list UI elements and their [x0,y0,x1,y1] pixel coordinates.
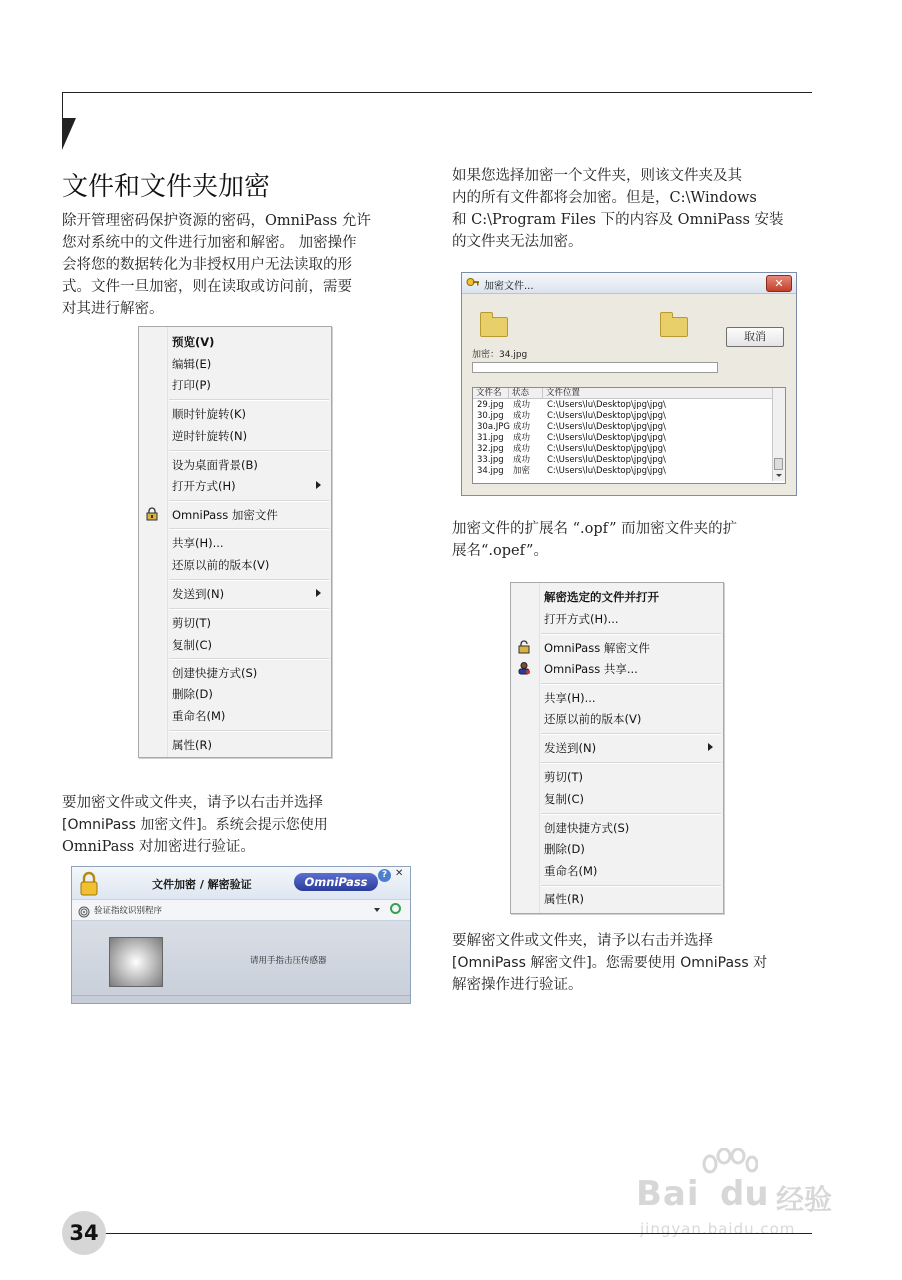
row-name: 34.jpg [477,466,504,476]
menu-item-copy[interactable]: 复制(C) [172,638,213,652]
menu-item-rename[interactable]: 重命名(M) [172,709,226,723]
row-name: 31.jpg [477,433,504,443]
menu-separator [541,683,721,685]
dialog-close-button[interactable]: ✕ [766,275,792,292]
unlock-icon [517,640,531,657]
watermark-brand-b: du [720,1174,769,1214]
cancel-button[interactable]: 取消 [726,327,784,347]
menu-item-properties[interactable]: 属性(R) [544,892,584,906]
menu-gutter [511,583,540,913]
row-path: C:\Users\lu\Desktop\jpg\jpg\ [547,444,666,454]
menu-separator [169,528,329,530]
menu-separator [169,399,329,401]
menu-separator [541,885,721,887]
encrypt-instruction-line: 要加密文件或文件夹，请予以右击并选择 [62,795,323,811]
intro-line: 您对系统中的文件进行加密和解密。 加密操作 [62,235,357,251]
menu-item-delete[interactable]: 删除(D) [544,842,585,856]
folder-line: 和 C:\Program Files 下的内容及 OmniPass 安装 [452,212,784,228]
intro-line: 除开管理密码保护资源的密码，OmniPass 允许 [62,213,371,229]
encrypt-instruction [62,792,422,858]
menu-item-decrypt-open[interactable]: 解密选定的文件并打开 [544,590,659,604]
column-header-path[interactable]: 文件位置 [543,388,773,399]
progress-bar [472,362,718,373]
refresh-icon[interactable] [390,903,401,914]
menu-gutter [139,327,168,757]
row-status: 成功 [513,455,531,465]
menu-item-restore-versions[interactable]: 还原以前的版本(V) [544,712,642,726]
verify-title: 文件加密 / 解密验证 [152,878,252,891]
menu-item-open-with[interactable]: 打开方式(H)... [544,612,619,626]
menu-item-preview[interactable]: 预览(V) [172,335,215,349]
menu-separator [541,733,721,735]
menu-separator [541,813,721,815]
decrypt-instruction [452,930,822,996]
extension-line: 加密文件的扩展名 “.opf” 而加密文件夹的扩 [452,521,738,537]
menu-separator [169,579,329,581]
lock-icon [145,507,159,524]
row-name: 30a.JPG [477,422,510,432]
row-status: 成功 [513,433,531,443]
decrypt-context-menu [510,582,724,914]
menu-item-edit[interactable]: 编辑(E) [172,357,212,371]
verify-dialog [71,866,411,1004]
scrollbar-thumb[interactable] [774,458,783,470]
watermark-url: jingyan.baidu.com [640,1220,796,1238]
menu-item-delete[interactable]: 删除(D) [172,687,213,701]
key-icon [466,276,480,295]
header-rule [62,92,812,93]
menu-separator [169,658,329,660]
page-number: 34 [62,1211,106,1255]
menu-item-rename[interactable]: 重命名(M) [544,864,598,878]
menu-item-open-with[interactable]: 打开方式(H) [172,479,236,493]
menu-separator [541,762,721,764]
row-name: 30.jpg [477,411,504,421]
menu-item-share[interactable]: 共享(H)... [544,691,596,705]
row-status: 成功 [513,411,531,421]
file-table [472,387,786,484]
help-button[interactable]: ? [378,869,391,882]
chevron-down-icon[interactable] [374,908,380,912]
intro-paragraph [62,210,422,320]
encrypt-context-menu [138,326,332,758]
section-title: 文件和文件夹加密 [62,172,271,202]
source-folder-icon [480,317,508,337]
header-wedge [62,118,76,150]
watermark-brand-c: 经验 [776,1183,833,1216]
menu-separator [541,633,721,635]
decrypt-instruction-line: [OmniPass 解密文件]。您需要使用 OmniPass 对 [452,955,768,971]
row-path: C:\Users\lu\Desktop\jpg\jpg\ [547,400,666,410]
scroll-down-icon[interactable] [776,474,782,477]
menu-separator [169,450,329,452]
menu-item-cut[interactable]: 剪切(T) [544,770,583,784]
row-name: 32.jpg [477,444,504,454]
row-path: C:\Users\lu\Desktop\jpg\jpg\ [547,466,666,476]
fingerprint-icon [78,903,90,922]
menu-item-print[interactable]: 打印(P) [172,378,211,392]
submenu-arrow-icon [708,743,713,751]
decrypt-instruction-line: 要解密文件或文件夹，请予以右击并选择 [452,933,713,949]
table-scrollbar[interactable] [772,388,785,481]
row-name: 29.jpg [477,400,504,410]
share-user-icon [517,661,531,678]
menu-item-omnipass-decrypt[interactable]: OmniPass 解密文件 [544,641,650,655]
row-status: 加密 [513,466,531,476]
footer-rule [100,1233,812,1234]
intro-line: 对其进行解密。 [62,301,164,317]
baidu-watermark [636,1148,856,1244]
row-name: 33.jpg [477,455,504,465]
encrypt-progress-dialog [461,272,797,496]
column-header-name[interactable]: 文件名 [473,388,509,399]
folder-line: 如果您选择加密一个文件夹，则该文件夹及其 [452,168,742,184]
menu-item-send-to[interactable]: 发送到(N) [544,741,597,755]
row-path: C:\Users\lu\Desktop\jpg\jpg\ [547,433,666,443]
current-file-label: 加密：34.jpg [472,350,528,360]
omnipass-logo: OmniPass [294,873,378,891]
intro-line: 会将您的数据转化为非授权用户无法读取的形 [62,257,352,273]
menu-separator [169,500,329,502]
watermark-brand-a: Bai [636,1174,700,1214]
menu-item-rotate-cw[interactable]: 顺时针旋转(K) [172,407,247,421]
row-status: 成功 [513,422,531,432]
extension-line: 展名“.opef”。 [452,543,548,559]
menu-item-create-shortcut[interactable]: 创建快捷方式(S) [544,821,630,835]
encrypt-instruction-line: [OmniPass 加密文件]。系统会提示您使用 [62,817,328,833]
row-status: 成功 [513,400,531,410]
submenu-arrow-icon [316,481,321,489]
menu-item-cut[interactable]: 剪切(T) [172,616,211,630]
fingerprint-sensor-image [109,937,163,987]
target-folder-icon [660,317,688,337]
menu-item-send-to[interactable]: 发送到(N) [172,587,225,601]
encrypt-instruction-line: OmniPass 对加密进行验证。 [62,839,255,855]
menu-item-copy[interactable]: 复制(C) [544,792,585,806]
folder-paragraph [452,165,812,253]
folder-line: 内的所有文件都将会加密。但是，C:\Windows [452,190,757,206]
folder-line: 的文件夹无法加密。 [452,234,583,250]
row-path: C:\Users\lu\Desktop\jpg\jpg\ [547,455,666,465]
menu-item-share[interactable]: 共享(H)... [172,536,224,550]
menu-item-rotate-ccw[interactable]: 逆时针旋转(N) [172,429,248,443]
menu-separator [169,730,329,732]
menu-item-omnipass-encrypt[interactable]: OmniPass 加密文件 [172,508,278,522]
decrypt-instruction-line: 解密操作进行验证。 [452,977,583,993]
verify-dropdown[interactable]: 验证指纹识别程序 [94,906,163,916]
verify-close-button[interactable]: ✕ [395,868,404,879]
row-path: C:\Users\lu\Desktop\jpg\jpg\ [547,422,666,432]
menu-item-restore-versions[interactable]: 还原以前的版本(V) [172,558,270,572]
verify-prompt: 请用手指击压传感器 [250,956,327,966]
verify-resize-grip[interactable] [72,995,410,1003]
submenu-arrow-icon [316,589,321,597]
row-path: C:\Users\lu\Desktop\jpg\jpg\ [547,411,666,421]
menu-item-set-background[interactable]: 设为桌面背景(B) [172,458,258,472]
row-status: 成功 [513,444,531,454]
column-header-status[interactable]: 状态 [509,388,543,399]
menu-item-create-shortcut[interactable]: 创建快捷方式(S) [172,666,258,680]
dialog-title: 加密文件... [484,281,534,292]
intro-line: 式。文件一旦加密，则在读取或访问前，需要 [62,279,352,295]
menu-item-omnipass-share[interactable]: OmniPass 共享... [544,662,638,676]
padlock-icon [80,871,98,901]
menu-separator [169,608,329,610]
menu-item-properties[interactable]: 属性(R) [172,738,212,752]
extension-paragraph [452,518,812,562]
